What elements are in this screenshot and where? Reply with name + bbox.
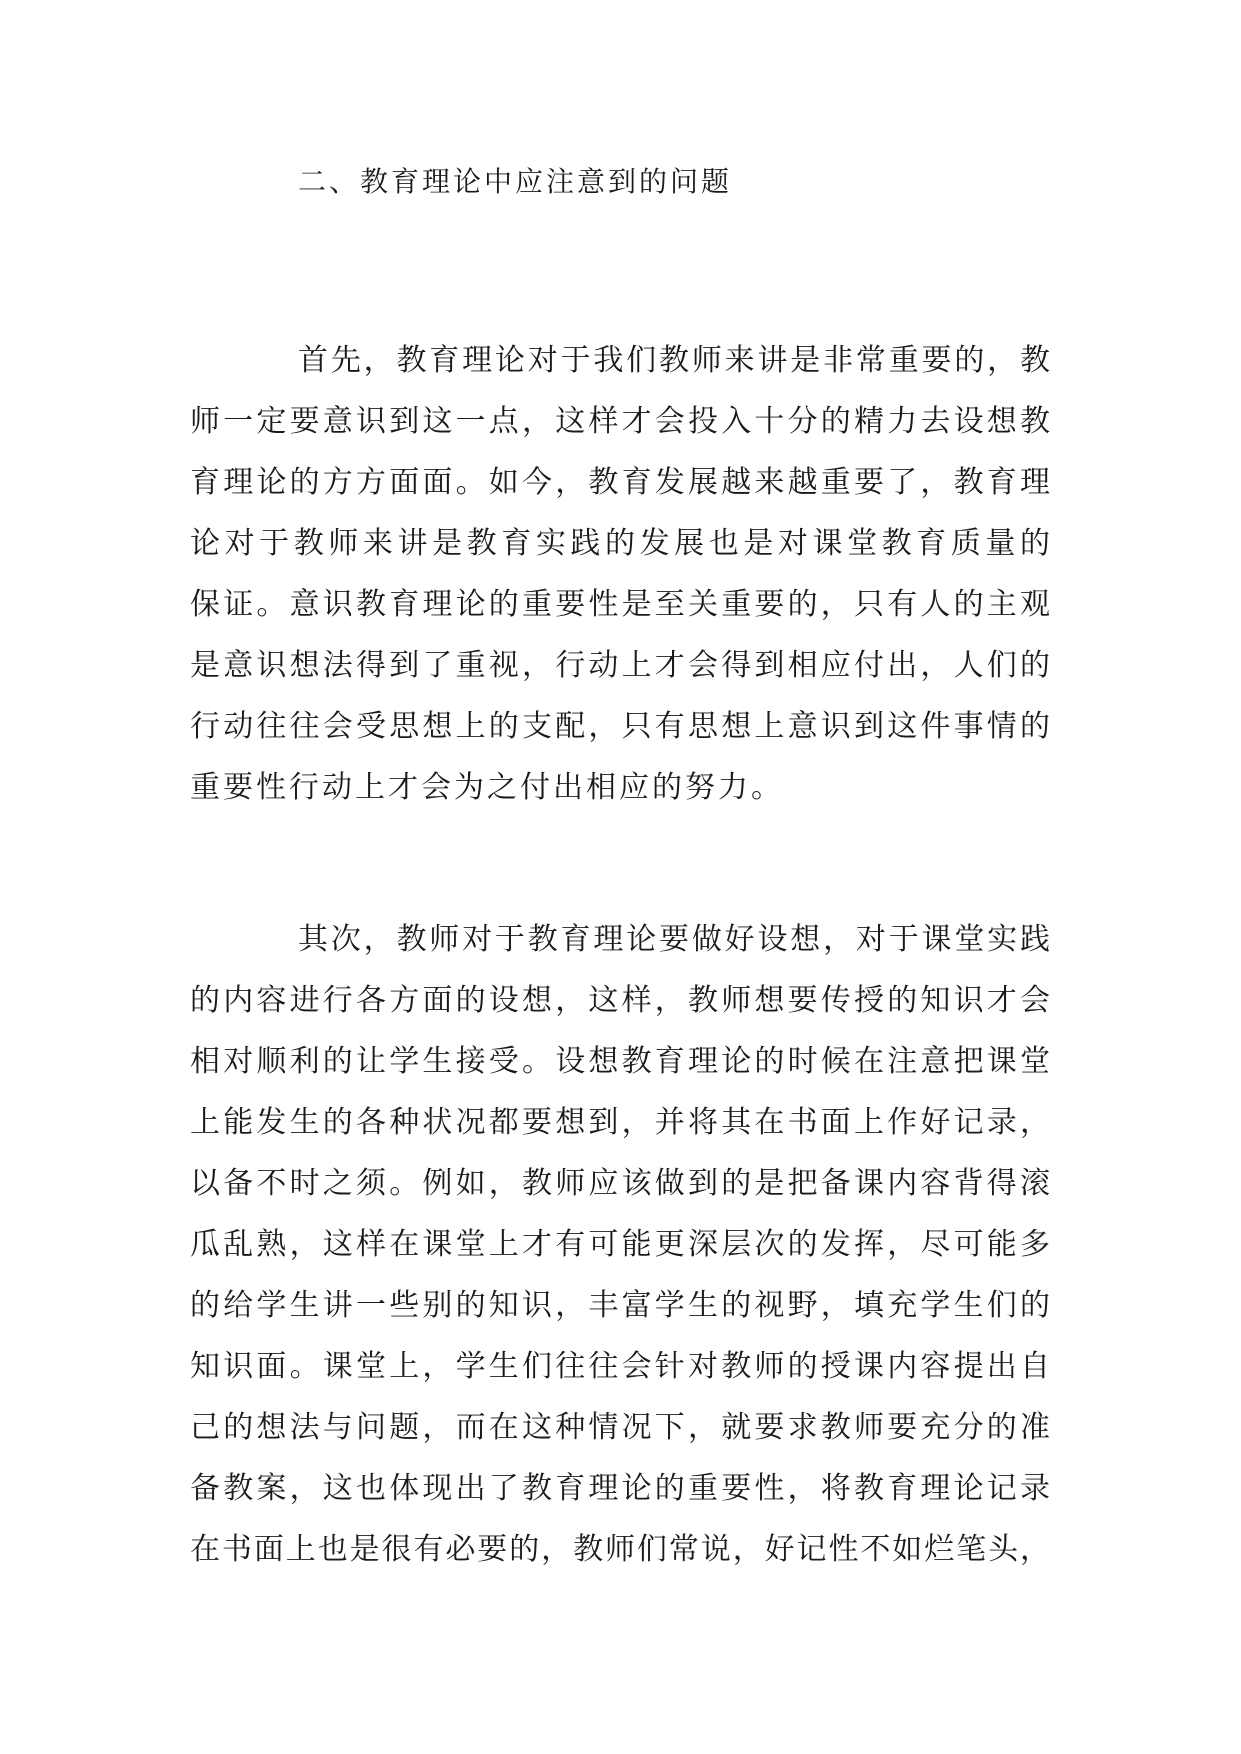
paragraph-line: 知识面。课堂上，学生们往往会针对教师的授课内容提出自	[190, 1349, 1050, 1384]
paragraph-line: 备教案，这也体现出了教育理论的重要性，将教育理论记录	[190, 1471, 1050, 1506]
paragraph-line: 上能发生的各种状况都要想到，并将其在书面上作好记录，	[190, 1105, 1050, 1140]
paragraph-line: 重要性行动上才会为之付出相应的努力。	[190, 770, 784, 805]
paragraph-line: 论对于教师来讲是教育实践的发展也是对课堂教育质量的	[190, 526, 1050, 561]
paragraph-line: 的内容进行各方面的设想，这样，教师想要传授的知识才会	[190, 983, 1050, 1018]
paragraph-line: 己的想法与问题，而在这种情况下，就要求教师要充分的准	[190, 1410, 1050, 1445]
paragraph-1	[190, 330, 1050, 818]
paragraph-line: 首先，教育理论对于我们教师来讲是非常重要的，教	[298, 343, 1050, 378]
paragraph-line: 其次，教师对于教育理论要做好设想，对于课堂实践	[298, 922, 1050, 957]
paragraph-line: 的给学生讲一些别的知识，丰富学生的视野，填充学生们的	[190, 1288, 1050, 1323]
paragraph-line: 保证。意识教育理论的重要性是至关重要的，只有人的主观	[190, 587, 1050, 622]
paragraph-line: 瓜乱熟，这样在课堂上才有可能更深层次的发挥，尽可能多	[190, 1227, 1050, 1262]
paragraph-line: 育理论的方方面面。如今，教育发展越来越重要了，教育理	[190, 465, 1050, 500]
paragraph-line: 在书面上也是很有必要的，教师们常说，好记性不如烂笔头，	[190, 1532, 1050, 1567]
paragraph-line: 以备不时之须。例如，教师应该做到的是把备课内容背得滚	[190, 1166, 1050, 1201]
paragraph-line: 相对顺利的让学生接受。设想教育理论的时候在注意把课堂	[190, 1044, 1050, 1079]
section-heading: 二、教育理论中应注意到的问题	[298, 165, 733, 198]
paragraph-line: 是意识想法得到了重视，行动上才会得到相应付出，人们的	[190, 648, 1050, 683]
paragraph-2	[190, 909, 1050, 1580]
paragraph-line: 行动往往会受思想上的支配，只有思想上意识到这件事情的	[190, 709, 1050, 744]
paragraph-line: 师一定要意识到这一点，这样才会投入十分的精力去设想教	[190, 404, 1050, 439]
